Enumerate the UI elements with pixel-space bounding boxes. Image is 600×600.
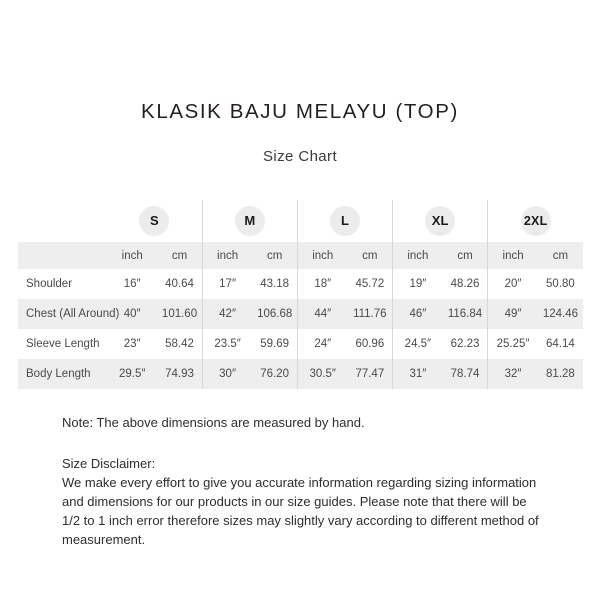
cell-cm: 62.23 — [443, 329, 488, 359]
size-chip-l: L — [330, 206, 360, 236]
measurement-label: Shoulder — [18, 269, 107, 299]
cell-inch: 18″ — [297, 269, 347, 299]
cell-cm: 111.76 — [348, 299, 393, 329]
cell-inch: 49″ — [488, 299, 538, 329]
cell-inch: 46″ — [393, 299, 443, 329]
size-header-2xl — [488, 200, 583, 242]
table-row — [18, 359, 583, 389]
cell-cm: 116.84 — [443, 299, 488, 329]
unit-header-m-cm: cm — [252, 242, 297, 269]
size-header-m — [202, 200, 297, 242]
table-header-units-row — [18, 242, 583, 269]
cell-cm: 48.26 — [443, 269, 488, 299]
size-header-s — [107, 200, 202, 242]
cell-cm: 78.74 — [443, 359, 488, 389]
page-title: KLASIK BAJU MELAYU (TOP) — [141, 100, 459, 123]
size-chart-table-container — [18, 200, 583, 389]
unit-header-xl-cm: cm — [443, 242, 488, 269]
cell-cm: 76.20 — [252, 359, 297, 389]
unit-header-2xl-cm: cm — [538, 242, 583, 269]
cell-cm: 50.80 — [538, 269, 583, 299]
cell-cm: 59.69 — [252, 329, 297, 359]
measurement-note: Note: The above dimensions are measured by hand. — [62, 415, 365, 430]
cell-inch: 44″ — [297, 299, 347, 329]
size-disclaimer-body: We make every effort to give you accurate information regarding sizing information and dimensions for our products in our size guides. Please note that there will be 1/2 to 1 inch error therefore sizes may slightly vary according to different method of measurement. — [62, 475, 539, 547]
cell-inch: 32″ — [488, 359, 538, 389]
cell-inch: 24″ — [297, 329, 347, 359]
measurement-label: Body Length — [18, 359, 107, 389]
table-header-sizes-row — [18, 200, 583, 242]
cell-cm: 74.93 — [157, 359, 202, 389]
cell-cm: 45.72 — [348, 269, 393, 299]
size-chart-table — [18, 200, 583, 389]
cell-inch: 23″ — [107, 329, 157, 359]
size-chip-2xl: 2XL — [521, 206, 551, 236]
size-header-l — [297, 200, 392, 242]
cell-inch: 16″ — [107, 269, 157, 299]
page-subtitle: Size Chart — [262, 148, 338, 165]
cell-cm: 77.47 — [348, 359, 393, 389]
cell-cm: 101.60 — [157, 299, 202, 329]
cell-inch: 23.5″ — [202, 329, 252, 359]
cell-cm: 58.42 — [157, 329, 202, 359]
table-row — [18, 269, 583, 299]
unit-header-2xl-inch: inch — [488, 242, 538, 269]
unit-header-m-inch: inch — [202, 242, 252, 269]
size-chip-xl: XL — [425, 206, 455, 236]
size-chip-s: S — [139, 206, 169, 236]
unit-header-xl-inch: inch — [393, 242, 443, 269]
cell-inch: 31″ — [393, 359, 443, 389]
cell-cm: 43.18 — [252, 269, 297, 299]
table-row — [18, 329, 583, 359]
cell-cm: 124.46 — [538, 299, 583, 329]
cell-inch: 42″ — [202, 299, 252, 329]
measurement-label: Sleeve Length — [18, 329, 107, 359]
cell-inch: 19″ — [393, 269, 443, 299]
cell-cm: 40.64 — [157, 269, 202, 299]
cell-cm: 106.68 — [252, 299, 297, 329]
table-header-corner — [18, 200, 107, 242]
unit-header-s-inch: inch — [107, 242, 157, 269]
size-disclaimer-title: Size Disclaimer: — [62, 456, 156, 471]
cell-inch: 30″ — [202, 359, 252, 389]
unit-header-l-inch: inch — [297, 242, 347, 269]
measurement-label: Chest (All Around) — [18, 299, 107, 329]
cell-inch: 40″ — [107, 299, 157, 329]
size-chip-m: M — [235, 206, 265, 236]
cell-inch: 25.25″ — [488, 329, 538, 359]
cell-inch: 29.5″ — [107, 359, 157, 389]
cell-inch: 24.5″ — [393, 329, 443, 359]
cell-cm: 60.96 — [348, 329, 393, 359]
unit-header-l-cm: cm — [348, 242, 393, 269]
unit-header-s-cm: cm — [157, 242, 202, 269]
cell-cm: 81.28 — [538, 359, 583, 389]
cell-inch: 30.5″ — [297, 359, 347, 389]
measurement-column-header — [18, 242, 107, 269]
cell-inch: 17″ — [202, 269, 252, 299]
cell-cm: 64.14 — [538, 329, 583, 359]
table-row — [18, 299, 583, 329]
cell-inch: 20″ — [488, 269, 538, 299]
size-header-xl — [393, 200, 488, 242]
notes-section — [62, 413, 542, 549]
